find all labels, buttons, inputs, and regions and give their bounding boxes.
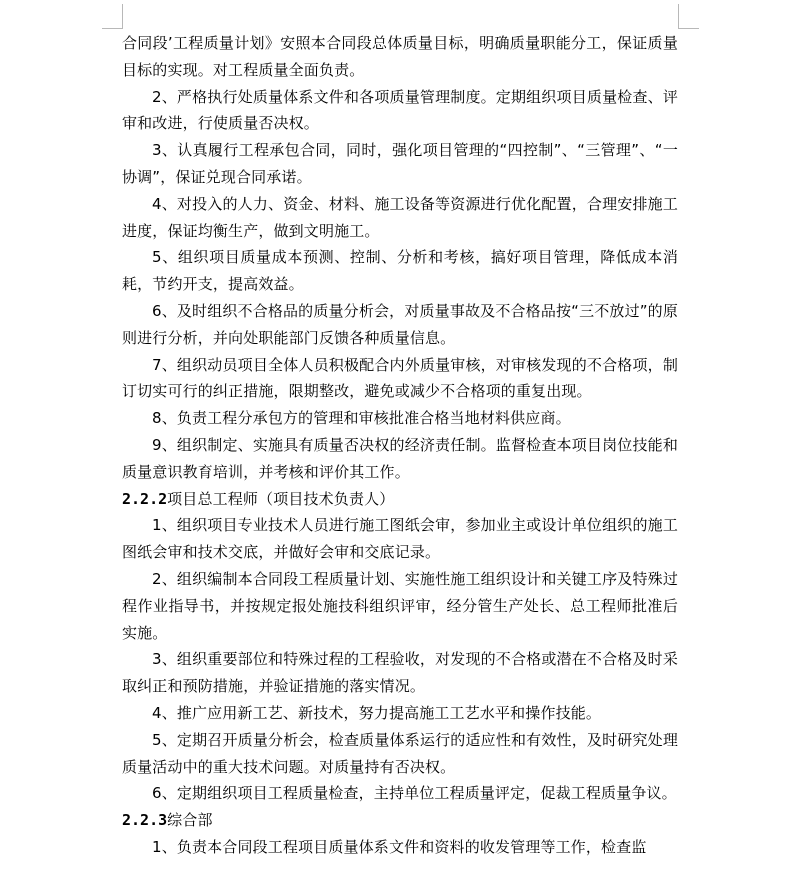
paragraph-item-3: 3、认真履行工程承包合同，同时，强化项目管理的“四控制”、“三管理”、“一协调”，保证兑现合同承诺。 <box>122 141 678 186</box>
paragraph-item-2: 2、组织编制本合同段工程质量计划、实施性施工组织设计和关键工序及特殊过程作业指导书，并按规定报处施技科组织评审，经分管生产处长、总工程师批准后实施。 <box>122 569 678 642</box>
paragraph-item-1: 1、组织项目专业技术人员进行施工图纸会审，参加业主或设计单位组织的施工图纸会审和技术交底，并做好会审和交底记录。 <box>122 516 678 562</box>
section-title: 综合部 <box>167 811 213 830</box>
paragraph-item-4: 4、对投入的人力、资金、材料、施工设备等资源进行优化配置，合理安排施工进度，保证均衡生产，做到文明施工。 <box>122 194 678 240</box>
margin-corner-mark-right <box>678 4 699 29</box>
paragraph-continuation: 合同段’工程质量计划》安照本合同段总体质量目标，明确质量职能分工，保证质量目标的实现。对工程质量全面负责。 <box>122 34 678 79</box>
paragraph-item-8: 8、负责工程分承包方的管理和审核批准合格当地材料供应商。 <box>152 409 571 428</box>
section-number: 2.2.2 <box>122 489 168 508</box>
paragraph-item-5: 5、组织项目质量成本预测、控制、分析和考核，搞好项目管理，降低成本消耗，节约开支，提高效益。 <box>122 248 678 294</box>
paragraph-item-1: 1、负责本合同段工程项目质量体系文件和资料的收发管理等工作，检查监 <box>152 837 647 856</box>
paragraph-item-3: 3、组织重要部位和特殊过程的工程验收，对发现的不合格或潜在不合格及时采取纠正和预防措施，并验证措施的落实情况。 <box>122 650 678 696</box>
paragraph-item-5: 5、定期召开质量分析会，检查质量体系运行的适应性和有效性，及时研究处理质量活动中的重大技术问题。对质量持有否决权。 <box>122 730 678 776</box>
paragraph-item-7: 7、组织动员项目全体人员积极配合内外质量审核，对审核发现的不合格项，制订切实可行的纠正措施，限期整改，避免或减少不合格项的重复出现。 <box>122 355 678 401</box>
paragraph-item-6: 6、定期组织项目工程质量检查，主持单位工程质量评定，促裁工程质量争议。 <box>152 784 677 803</box>
section-number: 2.2.3 <box>122 811 168 830</box>
section-title: 项目总工程师（项目技术负责人） <box>167 489 395 508</box>
paragraph-item-2: 2、严格执行处质量体系文件和各项质量管理制度。定期组织项目质量检查、评审和改进，行使质量否决权。 <box>122 87 678 133</box>
document-body <box>122 30 678 861</box>
paragraph-item-4: 4、推广应用新工艺、新技术，努力提高施工工艺水平和操作技能。 <box>152 703 602 722</box>
margin-corner-mark-left <box>102 4 123 29</box>
paragraph-item-6: 6、及时组织不合格品的质量分析会，对质量事故及不合格品按“三不放过”的原则进行分析，并向处职能部门反馈各种质量信息。 <box>122 301 678 347</box>
section-heading-general-dept <box>122 807 678 834</box>
paragraph-item-9: 9、组织制定、实施具有质量否决权的经济责任制。监督检查本项目岗位技能和质量意识教育培训，并考核和评价其工作。 <box>122 435 678 481</box>
section-heading-chief-engineer <box>122 486 678 513</box>
